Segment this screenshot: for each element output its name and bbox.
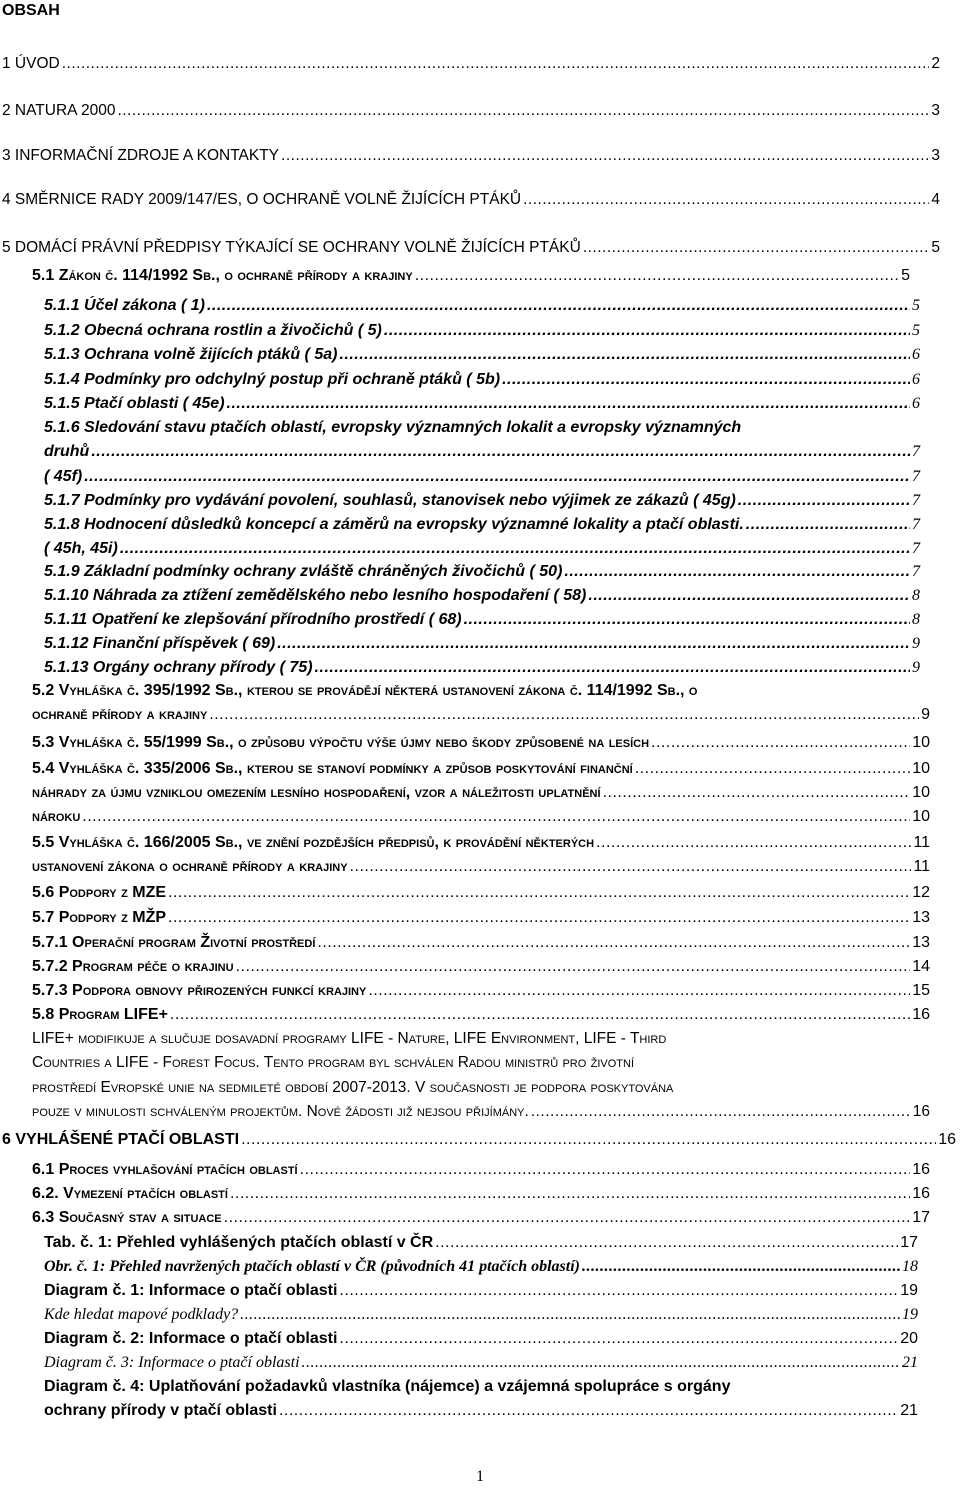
toc-entry[interactable] — [32, 981, 930, 1003]
dot-leader — [746, 515, 910, 535]
toc-entry[interactable] — [44, 1353, 918, 1375]
toc-entry[interactable] — [44, 345, 920, 367]
toc-entry-page: 14 — [912, 958, 930, 975]
toc-entry-page: 21 — [902, 1354, 918, 1371]
toc-entry-page: 19 — [900, 1282, 918, 1299]
toc-entry-title: Diagram č. 3: Informace o ptačí oblasti — [44, 1354, 300, 1371]
toc-entry-title: Diagram č. 2: Informace o ptačí oblasti — [44, 1330, 338, 1347]
toc-entry-title: 5.6 Podpory z MZE — [32, 884, 167, 901]
toc-entry-page: 7 — [912, 516, 920, 533]
toc-entry[interactable] — [2, 101, 940, 123]
toc-entry[interactable] — [32, 681, 697, 701]
dot-leader — [317, 933, 910, 953]
toc-entry-title: 1 ÚVOD — [2, 55, 60, 72]
toc-entry-title: pouze v minulosti schváleným projektům. Nové žádosti již nejsou přijímány. — [32, 1103, 529, 1120]
dot-leader — [117, 101, 929, 121]
dot-leader — [168, 883, 910, 903]
toc-entry[interactable] — [44, 515, 920, 537]
toc-entry[interactable] — [44, 442, 920, 464]
toc-entry-title: ochraně přírody a krajiny — [32, 706, 208, 723]
toc-entry-title: 5.1 Zákon č. 114/1992 Sb., o ochraně přírody a krajiny — [32, 267, 413, 284]
dot-leader — [168, 908, 910, 928]
toc-entry[interactable] — [44, 491, 920, 513]
toc-entry[interactable] — [32, 1160, 930, 1182]
toc-entry-page: 16 — [912, 1006, 930, 1023]
dot-leader — [464, 610, 910, 630]
toc-entry-title: 5.1.2 Obecná ochrana rostlin a živočichů ( 5) — [44, 322, 382, 339]
dot-leader — [596, 833, 911, 853]
toc-entry[interactable] — [44, 562, 920, 584]
dot-leader — [582, 1257, 900, 1277]
toc-entry[interactable] — [32, 833, 930, 855]
toc-entry[interactable] — [44, 370, 920, 392]
dot-leader — [91, 442, 910, 462]
toc-entry-title: 5.3 Vyhláška č. 55/1999 Sb., o způsobu výpočtu výše újmy nebo škody způsobené na lesích — [32, 734, 650, 751]
toc-entry-title: 5.1.4 Podmínky pro odchylný postup při ochraně ptáků ( 5b) — [44, 371, 501, 388]
dot-leader — [531, 1102, 911, 1122]
toc-entry-page: 5 — [912, 297, 920, 314]
toc-entry-page: 7 — [912, 540, 920, 557]
toc-entry-title: 5 DOMÁCÍ PRÁVNÍ PŘEDPISY TÝKAJÍCÍ SE OCHRANY VOLNĚ ŽIJÍCÍCH PTÁKŮ — [2, 239, 581, 256]
toc-entry[interactable] — [32, 1005, 930, 1027]
dot-leader — [350, 857, 912, 877]
toc-entry[interactable] — [32, 908, 930, 930]
dot-leader — [62, 54, 930, 74]
dot-leader — [236, 957, 911, 977]
toc-entry[interactable] — [44, 610, 920, 632]
toc-entry-title: ochrany přírody v ptačí oblasti — [44, 1402, 277, 1419]
toc-entry-title: Obr. č. 1: Přehled navržených ptačích oblastí v ČR (původních 41 ptačích oblastí) — [44, 1258, 580, 1275]
toc-entry-page: 3 — [931, 102, 940, 119]
toc-entry-page: 16 — [912, 1161, 930, 1178]
toc-entry-title: 6.3 Současný stav a situace — [32, 1209, 222, 1226]
toc-entry[interactable] — [2, 190, 940, 212]
dot-leader — [564, 562, 910, 582]
toc-entry-page: 17 — [900, 1234, 918, 1251]
toc-entry-title: 5.1.9 Základní podmínky ochrany zvláště chráněných živočichů ( 50) — [44, 563, 563, 580]
toc-entry[interactable] — [32, 857, 930, 879]
toc-entry[interactable] — [2, 1130, 956, 1152]
toc-entry[interactable] — [32, 933, 930, 955]
toc-entry[interactable] — [32, 1078, 673, 1098]
dot-leader — [240, 1305, 900, 1325]
toc-entry-page: 7 — [912, 563, 920, 580]
toc-entry-title: 2 NATURA 2000 — [2, 102, 116, 119]
dot-leader — [502, 370, 910, 390]
toc-entry-title: 5.8 Program LIFE+ — [32, 1006, 168, 1023]
toc-entry[interactable] — [44, 467, 920, 489]
toc-entry-page: 20 — [900, 1330, 918, 1347]
toc-entry-page: 18 — [902, 1258, 918, 1275]
toc-entry[interactable] — [44, 1305, 918, 1327]
toc-entry-title: Diagram č. 1: Informace o ptačí oblasti — [44, 1282, 338, 1299]
toc-entry-page: 21 — [900, 1402, 918, 1419]
dot-leader — [224, 1208, 911, 1228]
toc-entry-title: 6 VYHLÁŠENÉ PTAČÍ OBLASTI — [2, 1131, 240, 1148]
toc-entry-page: 9 — [921, 706, 930, 723]
toc-entry[interactable] — [2, 238, 940, 260]
toc-entry[interactable] — [44, 1377, 730, 1397]
dot-leader — [339, 1329, 898, 1349]
dot-leader — [368, 981, 910, 1001]
dot-leader — [435, 1233, 898, 1253]
dot-leader — [339, 1281, 898, 1301]
toc-entry-title: prostředí Evropské unie na sedmileté období 2007-2013. V současnosti je podpora poskytována — [32, 1079, 674, 1096]
dot-leader — [300, 1160, 911, 1180]
toc-entry-title: 5.1.1 Účel zákona ( 1) — [44, 297, 205, 314]
toc-entry-title: 5.1.12 Finanční příspěvek ( 69) — [44, 635, 276, 652]
toc-entry[interactable] — [2, 146, 940, 168]
dot-leader — [415, 266, 899, 286]
toc-entry-page: 10 — [912, 760, 930, 777]
toc-entry-page: 10 — [912, 734, 930, 751]
dot-leader — [738, 491, 910, 511]
toc-entry-page: 11 — [913, 834, 930, 851]
toc-entry[interactable] — [44, 418, 741, 438]
dot-leader — [241, 1130, 936, 1150]
toc-entry[interactable] — [32, 705, 930, 727]
toc-entry[interactable] — [44, 586, 920, 608]
toc-entry-title: 5.1.6 Sledování stavu ptačích oblastí, evropsky významných lokalit a evropsky významných — [44, 419, 742, 436]
toc-entry-title: 5.7.3 Podpora obnovy přirozených funkcí krajiny — [32, 982, 367, 999]
dot-leader — [84, 467, 910, 487]
toc-entry-page: 15 — [912, 982, 930, 999]
toc-entry-title: nároku — [32, 808, 81, 825]
toc-entry[interactable] — [32, 883, 930, 905]
toc-entry-page: 12 — [912, 884, 930, 901]
toc-entry[interactable] — [32, 1208, 930, 1230]
toc-entry[interactable] — [44, 1233, 918, 1255]
toc-entry-title: druhů — [44, 443, 90, 460]
dot-leader — [82, 807, 910, 827]
toc-entry-title: 5.1.7 Podmínky pro vydávání povolení, souhlasů, stanovisek nebo výjimek ze zákazů ( 45g) — [44, 492, 736, 509]
toc-entry-title: 5.7 Podpory z MŽP — [32, 909, 167, 926]
toc-entry-title: 5.7.2 Program péče o krajinu — [32, 958, 234, 975]
dot-leader — [603, 783, 911, 803]
toc-entry-title: 5.1.5 Ptačí oblasti ( 45e) — [44, 395, 225, 412]
toc-entry[interactable] — [44, 1329, 918, 1351]
dot-leader — [209, 705, 919, 725]
toc-entry-page: 16 — [912, 1185, 930, 1202]
toc-entry[interactable] — [44, 1401, 918, 1423]
toc-entry[interactable] — [32, 783, 930, 805]
toc-entry-title: 6.1 Proces vyhlašování ptačích oblastí — [32, 1161, 298, 1178]
toc-entry-page: 6 — [912, 371, 920, 388]
dot-leader — [339, 345, 910, 365]
toc-entry-title: Diagram č. 4: Uplatňování požadavků vlastníka (nájemce) a vzájemná spolupráce s orgány — [44, 1378, 731, 1395]
toc-entry-title: Tab. č. 1: Přehled vyhlášených ptačích oblastí v ČR — [44, 1234, 434, 1251]
toc-entry-title: 5.1.3 Ochrana volně žijících ptáků ( 5a) — [44, 346, 338, 363]
toc-entry-title: 3 INFORMAČNÍ ZDROJE A KONTAKTY — [2, 147, 280, 164]
toc-entry[interactable] — [44, 296, 920, 318]
toc-entry[interactable] — [44, 539, 920, 561]
dot-leader — [207, 296, 910, 316]
toc-entry[interactable] — [32, 759, 930, 781]
toc-entry-title: 5.1.8 Hodnocení důsledků koncepcí a záměrů na evropsky významné lokality a ptačí oblasti. — [44, 516, 744, 533]
toc-entry-title: 5.4 Vyhláška č. 335/2006 Sb., kterou se stanoví podmínky a způsob poskytování finanční — [32, 760, 633, 777]
toc-entry-title: 5.1.10 Náhrada za ztížení zemědělského nebo lesního hospodaření ( 58) — [44, 587, 587, 604]
toc-entry-title: ( 45f) — [44, 468, 83, 485]
toc-entry-title: ustanovení zákona o ochraně přírody a krajiny — [32, 858, 348, 875]
toc-entry-title: 5.2 Vyhláška č. 395/1992 Sb., kterou se provádějí některá ustanovení zákona č. 114/1992 Sb., o — [32, 682, 698, 699]
toc-entry-page: 13 — [912, 934, 930, 951]
toc-entry-title: 5.1.13 Orgány ochrany přírody ( 75) — [44, 659, 313, 676]
toc-entry-page: 5 — [912, 322, 920, 339]
toc-entry-title: 5.1.11 Opatření ke zlepšování přírodního prostředí ( 68) — [44, 611, 462, 628]
toc-entry-page: 9 — [912, 635, 920, 652]
page-title: OBSAH — [2, 2, 60, 19]
toc-entry-page: 9 — [912, 659, 920, 676]
toc-entry[interactable] — [32, 957, 930, 979]
toc-entry-title: LIFE+ modifikuje a slučuje dosavadní programy LIFE - Nature, LIFE Environment, LIFE - Third — [32, 1030, 667, 1047]
toc-entry-page: 4 — [931, 191, 940, 208]
toc-entry-page: 13 — [912, 909, 930, 926]
toc-entry[interactable] — [44, 394, 920, 416]
page-number: 1 — [476, 1468, 484, 1485]
toc-entry-page: 19 — [902, 1306, 918, 1323]
toc-entry-page: 7 — [912, 492, 920, 509]
toc-entry-title: ( 45h, 45i) — [44, 540, 118, 557]
toc-entry[interactable] — [44, 321, 920, 343]
toc-entry[interactable] — [32, 1029, 666, 1049]
toc-entry[interactable] — [32, 266, 910, 288]
toc-entry[interactable] — [44, 1257, 918, 1279]
dot-leader — [281, 146, 929, 166]
dot-leader — [523, 190, 929, 210]
toc-entry-title: 4 SMĚRNICE RADY 2009/147/ES, O OCHRANĚ VOLNĚ ŽIJÍCÍCH PTÁKŮ — [2, 191, 522, 208]
dot-leader — [651, 733, 910, 753]
toc-entry-page: 11 — [913, 858, 930, 875]
dot-leader — [279, 1401, 898, 1421]
toc-entry-title: Countries a LIFE - Forest Focus. Tento program byl schválen Radou ministrů pro životní — [32, 1054, 634, 1071]
toc-entry-page: 5 — [901, 267, 910, 284]
toc-entry-page: 8 — [912, 587, 920, 604]
dot-leader — [120, 539, 910, 559]
toc-entry[interactable] — [44, 658, 920, 680]
toc-entry-page: 6 — [912, 346, 920, 363]
toc-entry[interactable] — [32, 1102, 930, 1124]
toc-entry-page: 2 — [931, 55, 940, 72]
toc-entry-page: 16 — [912, 1103, 930, 1120]
dot-leader — [230, 1184, 910, 1204]
toc-entry[interactable] — [32, 1053, 634, 1073]
dot-leader — [635, 759, 910, 779]
toc-entry-page: 7 — [912, 443, 920, 460]
toc-entry-page: 8 — [912, 611, 920, 628]
toc-entry[interactable] — [32, 1184, 930, 1206]
toc-entry-page: 3 — [931, 147, 940, 164]
dot-leader — [588, 586, 910, 606]
toc-entry[interactable] — [44, 1281, 918, 1303]
dot-leader — [227, 394, 910, 414]
toc-entry-page: 5 — [931, 239, 940, 256]
dot-leader — [315, 658, 910, 678]
dot-leader — [302, 1353, 900, 1373]
toc-entry-title: 5.5 Vyhláška č. 166/2005 Sb., ve znění pozdějších předpisů, k provádění některých — [32, 834, 595, 851]
toc-entry-title: Kde hledat mapové podklady? — [44, 1306, 239, 1323]
toc-entry-title: náhrady za újmu vzniklou omezením lesního hospodaření, vzor a náležitosti uplatnění — [32, 784, 601, 801]
toc-entry-page: 16 — [938, 1131, 956, 1148]
toc-entry-page: 10 — [912, 808, 930, 825]
dot-leader — [277, 634, 910, 654]
dot-leader — [170, 1005, 910, 1025]
toc-entry-page: 7 — [912, 468, 920, 485]
toc-entry[interactable] — [2, 54, 940, 76]
toc-entry[interactable] — [44, 634, 920, 656]
toc-entry-title: 6.2. Vymezení ptačích oblastí — [32, 1185, 228, 1202]
toc-entry[interactable] — [32, 807, 930, 829]
toc-entry-page: 10 — [912, 784, 930, 801]
toc-entry-page: 17 — [912, 1209, 930, 1226]
toc-entry-page: 6 — [912, 395, 920, 412]
dot-leader — [583, 238, 930, 258]
toc-entry[interactable] — [32, 733, 930, 755]
toc-entry-title: 5.7.1 Operační program Životní prostředí — [32, 934, 316, 951]
dot-leader — [384, 321, 910, 341]
